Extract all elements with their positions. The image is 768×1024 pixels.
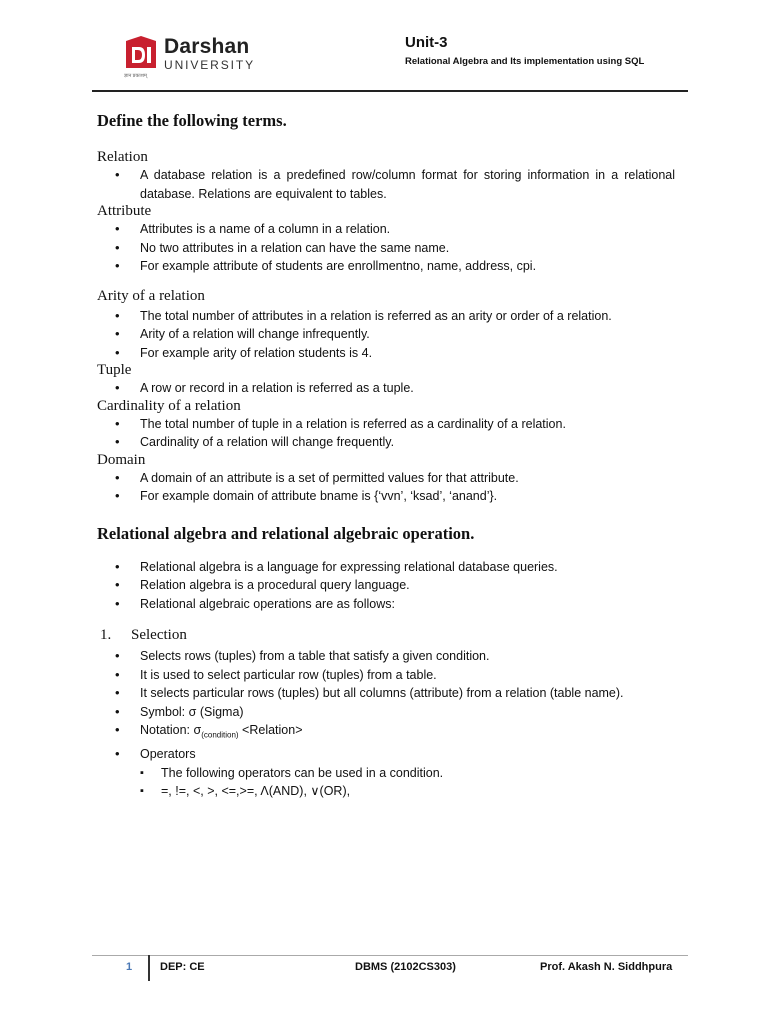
list-item: • Symbol: σ (Sigma) bbox=[97, 703, 675, 722]
attribute-list bbox=[97, 220, 675, 276]
logo-tagline: ज्ञान प्रकाशम् bbox=[124, 73, 148, 79]
relation-list bbox=[97, 166, 675, 203]
list-item: • The total number of tuple in a relation is referred as a cardinality of a relation. bbox=[97, 415, 675, 434]
list-item: • Operators bbox=[97, 745, 675, 764]
list-item: • A domain of an attribute is a set of permitted values for that attribute. bbox=[97, 469, 675, 488]
list-item: • A row or record in a relation is referred as a tuple. bbox=[97, 379, 675, 398]
term-heading-arity: Arity of a relation bbox=[97, 287, 205, 304]
notation-prefix: Notation: σ bbox=[140, 723, 202, 737]
selection-number: 1. bbox=[100, 627, 112, 643]
footer-course: DBMS (2102CS303) bbox=[355, 961, 456, 973]
term-heading-attribute: Attribute bbox=[97, 203, 152, 219]
relational-algebra-list bbox=[97, 558, 675, 614]
list-item: • Relational algebraic operations are as follows: bbox=[97, 595, 675, 614]
footer-department: DEP: CE bbox=[160, 961, 205, 973]
selection-heading bbox=[97, 627, 675, 644]
notation-subscript: (condition) bbox=[201, 730, 239, 740]
darshan-logo-icon bbox=[124, 35, 158, 69]
footer-author: Prof. Akash N. Siddhpura bbox=[540, 961, 673, 973]
list-item: • No two attributes in a relation can have the same name. bbox=[97, 239, 675, 258]
footer-page-separator bbox=[148, 955, 150, 981]
list-item: • Attributes is a name of a column in a relation. bbox=[97, 220, 675, 239]
page-content bbox=[97, 111, 675, 801]
logo-subtitle: UNIVERSITY bbox=[164, 58, 256, 72]
cardinality-list bbox=[97, 415, 675, 452]
term-heading-tuple: Tuple bbox=[97, 362, 132, 378]
list-item: • For example arity of relation students is 4. bbox=[97, 344, 675, 363]
footer-divider bbox=[92, 955, 688, 956]
unit-title: Unit-3 bbox=[405, 34, 448, 51]
list-item: • For example attribute of students are enrollmentno, name, address, cpi. bbox=[97, 257, 675, 276]
list-item: • For example domain of attribute bname is {‘vvn’, ‘ksad’, ‘anand’}. bbox=[97, 487, 675, 506]
chapter-subtitle: Relational Algebra and Its implementation using SQL bbox=[405, 56, 645, 67]
arity-list bbox=[97, 307, 675, 363]
section-heading-define: Define the following terms. bbox=[97, 111, 287, 130]
sub-list-item: ▪ =, !=, <, >, <=,>=, Λ(AND), ∨(OR), bbox=[97, 782, 675, 801]
sub-list-item: ▪ The following operators can be used in a condition. bbox=[97, 764, 675, 783]
list-item: • Relational algebra is a language for expressing relational database queries. bbox=[97, 558, 675, 577]
logo-name: Darshan bbox=[164, 35, 250, 58]
tuple-list bbox=[97, 379, 675, 398]
term-heading-relation: Relation bbox=[97, 149, 148, 165]
list-item: • A database relation is a predefined row/column format for storing information in a relational database. Relations are equivalent to tables. bbox=[97, 166, 675, 203]
list-item: • The total number of attributes in a relation is referred as an arity or order of a relation. bbox=[97, 307, 675, 326]
section-heading-relational-algebra: Relational algebra and relational algebraic operation. bbox=[97, 523, 475, 543]
selection-list bbox=[97, 647, 675, 801]
list-item: • Arity of a relation will change infrequently. bbox=[97, 325, 675, 344]
selection-title: Selection bbox=[131, 627, 187, 643]
list-item: • Selects rows (tuples) from a table that satisfy a given condition. bbox=[97, 647, 675, 666]
notation-item bbox=[97, 721, 675, 745]
term-heading-domain: Domain bbox=[97, 451, 146, 468]
domain-list bbox=[97, 469, 675, 506]
term-heading-cardinality: Cardinality of a relation bbox=[97, 397, 241, 414]
list-item: • Relation algebra is a procedural query language. bbox=[97, 576, 675, 595]
header-divider bbox=[92, 90, 688, 92]
notation-suffix: <Relation> bbox=[238, 723, 303, 737]
list-item: • It is used to select particular row (tuples) from a table. bbox=[97, 666, 675, 685]
list-item: • Cardinality of a relation will change frequently. bbox=[97, 433, 675, 452]
university-logo bbox=[124, 35, 284, 85]
page-number: 1 bbox=[126, 961, 133, 973]
list-item: • It selects particular rows (tuples) but all columns (attribute) from a relation (table name). bbox=[97, 684, 675, 703]
